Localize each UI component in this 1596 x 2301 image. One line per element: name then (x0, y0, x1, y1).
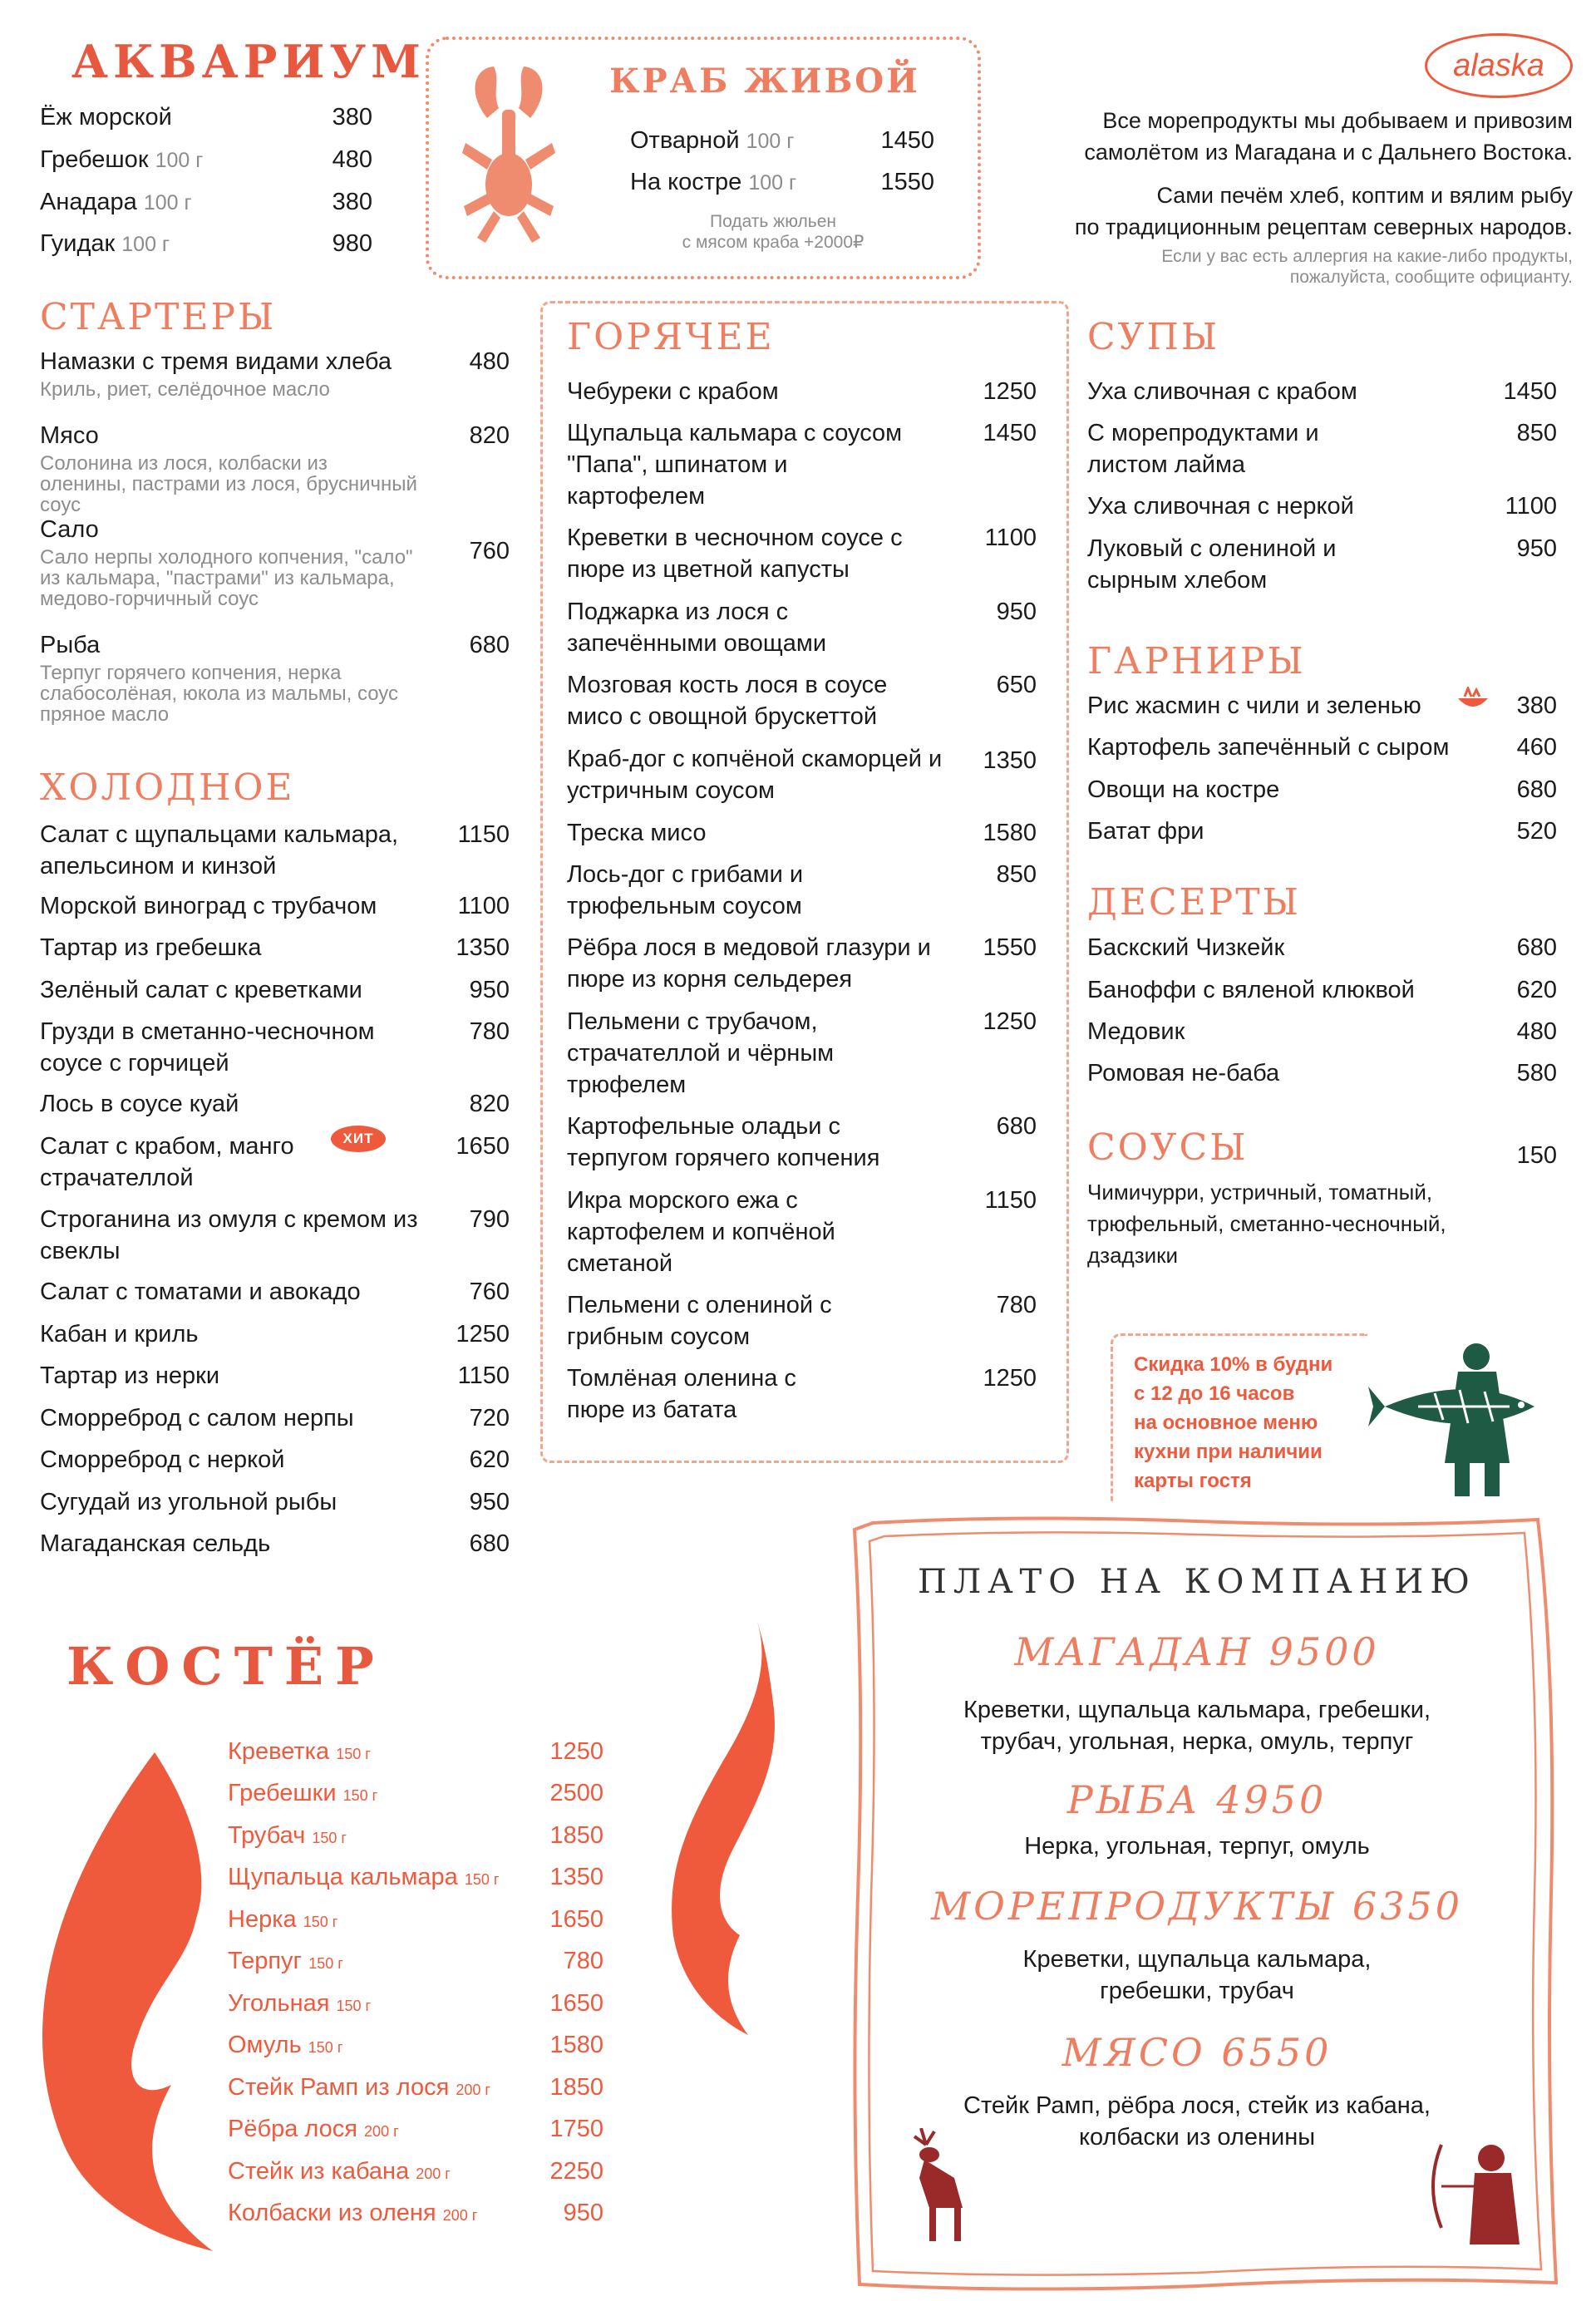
platter-desc: Стейк Рамп, рёбра лося, стейк из кабана, колбаски из оленины (963, 2092, 1431, 2151)
menu-item: Батат фри 520 (1087, 818, 1557, 845)
menu-item: Строганина из омуля с кремом из свеклы 790 (40, 1206, 510, 1264)
crab-title: КРАБ ЖИВОЙ (609, 62, 920, 101)
menu-item: Пельмени с трубачом, страчателлой и чёрным трюфелем 1250 (567, 1008, 1037, 1098)
platter-desc: Нерка, угольная, терпуг, омуль (1024, 1833, 1370, 1860)
menu-item: Лось в соусе куай 820 (40, 1091, 510, 1117)
menu-item: Сморреброд с неркой 620 (40, 1446, 510, 1473)
menu-item: Терпуг 150 г 780 (228, 1948, 603, 1974)
menu-item: Анадара 100 г 380 (40, 189, 372, 215)
menu-item: Магаданская сельдь 680 (40, 1530, 510, 1557)
soups-title: СУПЫ (1087, 316, 1220, 358)
menu-item: Уха сливочная с крабом 1450 (1087, 378, 1557, 405)
menu-item: Ромовая не-баба 580 (1087, 1060, 1557, 1086)
platter-name: МОРЕПРОДУКТЫ 6350 (931, 1884, 1463, 1929)
chili-icon (1455, 687, 1491, 712)
menu-item: Креветки в чесночном соусе с пюре из цветной капусты 1100 (567, 525, 1037, 583)
menu-item: Сугудай из угольной рыбы 950 (40, 1489, 510, 1515)
menu-item: Баскский Чизкейк 680 (1087, 934, 1557, 961)
menu-item: Рёбра лося 200 г 1750 (228, 2116, 603, 2142)
menu-item: Рыба 680 Терпуг горячего копчения, нерка слабосолёная, юкола из мальмы, соус пряное масло (40, 632, 510, 726)
cold-title: ХОЛОДНОЕ (40, 766, 295, 809)
menu-item: Салат с томатами и авокадо 760 (40, 1279, 510, 1305)
flame-right-icon (632, 1619, 781, 2035)
menu-item: Томлёная оленина с пюре из батата 1250 (567, 1365, 1037, 1423)
menu-item: Гуидак 100 г 980 (40, 230, 372, 257)
menu-item: Стейк из кабана 200 г 2250 (228, 2158, 603, 2185)
menu-item: Кабан и криль 1250 (40, 1321, 510, 1348)
menu-item: Намазки с тремя видами хлеба 480 Криль, риет, селёдочное масло (40, 348, 510, 401)
hit-badge: ХИТ (331, 1126, 386, 1152)
menu-item: Нерка 150 г 1650 (228, 1906, 603, 1933)
menu-item: Картофель запечённый с сыром 460 (1087, 734, 1557, 761)
menu-item: Гребешки 150 г 2500 (228, 1780, 603, 1806)
flame-left-icon (30, 1752, 229, 2251)
alaska-logo: alaska (1425, 33, 1573, 98)
platter-desc: Креветки, щупальца кальмара, гребешки, трубач, угольная, нерка, омуль, терпуг (963, 1697, 1431, 1755)
menu-item: Зелёный салат с креветками 950 (40, 977, 510, 1003)
desserts-title: ДЕСЕРТЫ (1087, 881, 1301, 924)
menu-item: Креветка 150 г 1250 (228, 1738, 603, 1765)
platter-desc: Креветки, щупальца кальмара, гребешки, трубач (1022, 1946, 1372, 2004)
intro-text: Все морепродукты мы добываем и привозим самолётом из Магадана и с Дальнего Востока. Сами печём хлеб, коптим и вялим рыбу по традиционным рецептам северных народов. (1074, 108, 1573, 239)
menu-item: Чебуреки с крабом 1250 (567, 378, 1037, 405)
crab-note: Подать жюльен с мясом краба +2000₽ (682, 212, 864, 252)
crab-icon (459, 60, 559, 248)
menu-item: Трубач 150 г 1850 (228, 1822, 603, 1849)
menu-item: Грузди в сметанно-чесночном соусе с горчицей 780 (40, 1018, 510, 1077)
discount-text: Скидка 10% в будни с 12 до 16 часов на основное меню кухни при наличии карты гостя (1134, 1353, 1333, 1492)
menu-item: Рис жасмин с чили и зеленью 380 (1087, 692, 1557, 719)
menu-item: Уха сливочная с неркой 1100 (1087, 493, 1557, 520)
starters-title: СТАРТЕРЫ (40, 296, 277, 338)
menu-item: Тартар из гребешка 1350 (40, 934, 510, 961)
menu-item: Стейк Рамп из лося 200 г 1850 (228, 2074, 603, 2101)
menu-item: На костре 100 г 1550 (630, 169, 934, 195)
menu-item: Гребешок 100 г 480 (40, 146, 372, 173)
menu-item: Рёбра лося в медовой глазури и пюре из корня сельдерея 1550 (567, 934, 1037, 993)
menu-item: Щупальца кальмара 150 г 1350 (228, 1864, 603, 1890)
sauces-title: СОУСЫ (1087, 1126, 1249, 1169)
menu-item: Отварной 100 г 1450 (630, 127, 934, 154)
menu-item: Баноффи с вяленой клюквой 620 (1087, 977, 1557, 1003)
menu-item: Ёж морской 380 (40, 104, 372, 131)
menu-item: Картофельные оладьи с терпугом горячего копчения 680 (567, 1113, 1037, 1171)
menu-item: Омуль 150 г 1580 (228, 2032, 603, 2058)
fire-title: КОСТЁР (66, 1636, 386, 1697)
platter-name: МЯСО 6550 (1062, 2030, 1332, 2075)
menu-item: Тартар из нерки 1150 (40, 1362, 510, 1389)
menu-item: Салат с щупальцами кальмара, апельсином и кинзой 1150 (40, 821, 510, 880)
menu-item: Овощи на костре 680 (1087, 776, 1557, 803)
menu-item: Салат с крабом, манго страчателлой 1650 (40, 1133, 510, 1191)
hot-title: ГОРЯЧЕЕ (567, 316, 775, 358)
menu-item: Щупальца кальмара с соусом "Папа", шпинатом и картофелем 1450 (567, 420, 1037, 510)
menu-item: Колбаски из оленя 200 г 950 (228, 2200, 603, 2226)
menu-item: С морепродуктами и листом лайма 850 (1087, 420, 1557, 478)
sauces-price: 150 (1516, 1142, 1557, 1169)
menu-item: Лось-дог с грибами и трюфельным соусом 850 (567, 861, 1037, 919)
menu-item: Мозговая кость лося в соусе мисо с овощной брускеттой 650 (567, 672, 1037, 730)
menu-item: Треска мисо 1580 (567, 820, 1037, 846)
menu-item: Сморреброд с салом нерпы 720 (40, 1405, 510, 1431)
sides-title: ГАРНИРЫ (1087, 640, 1306, 682)
menu-item: Краб-дог с копчёной скаморцей и устричным соусом 1350 (567, 746, 1037, 804)
archer-icon (1425, 2136, 1533, 2253)
platter-title: ПЛАТО НА КОМПАНИЮ (917, 1563, 1476, 1601)
fisherman-icon (1368, 1338, 1568, 1505)
menu-item: Сало 760 Сало нерпы холодного копчения, "сало" из кальмара, "пастрами" из кальмара, медово-горчичный соус (40, 516, 510, 610)
platter-name: МАГАДАН 9500 (1014, 1629, 1380, 1674)
aquarium-title: АКВАРИУМ (71, 35, 426, 88)
menu-item: Медовик 480 (1087, 1018, 1557, 1045)
platter-name: РЫБА 4950 (1066, 1777, 1328, 1822)
menu-item: Икра морского ежа с картофелем и копчёной сметаной 1150 (567, 1187, 1037, 1277)
sauces-list: Чимичурри, устричный, томатный, трюфельный, сметанно-чесночный, дзадзики (1087, 1180, 1446, 1268)
deer-icon (896, 2128, 979, 2244)
menu-item: Луковый с олениной и сырным хлебом 950 (1087, 535, 1557, 594)
menu-item: Пельмени с олениной с грибным соусом 780 (567, 1292, 1037, 1350)
allergy-note: Если у вас есть аллергия на какие-либо продукты, пожалуйста, сообщите официанту. (1161, 247, 1573, 287)
menu-item: Угольная 150 г 1650 (228, 1990, 603, 2017)
menu-item: Морской виноград с трубачом 1100 (40, 893, 510, 919)
menu-item: Мясо 820 Солонина из лося, колбаски из оленины, пастрами из лося, брусничный соус (40, 422, 510, 516)
menu-item: Поджарка из лося с запечёнными овощами 950 (567, 599, 1037, 657)
